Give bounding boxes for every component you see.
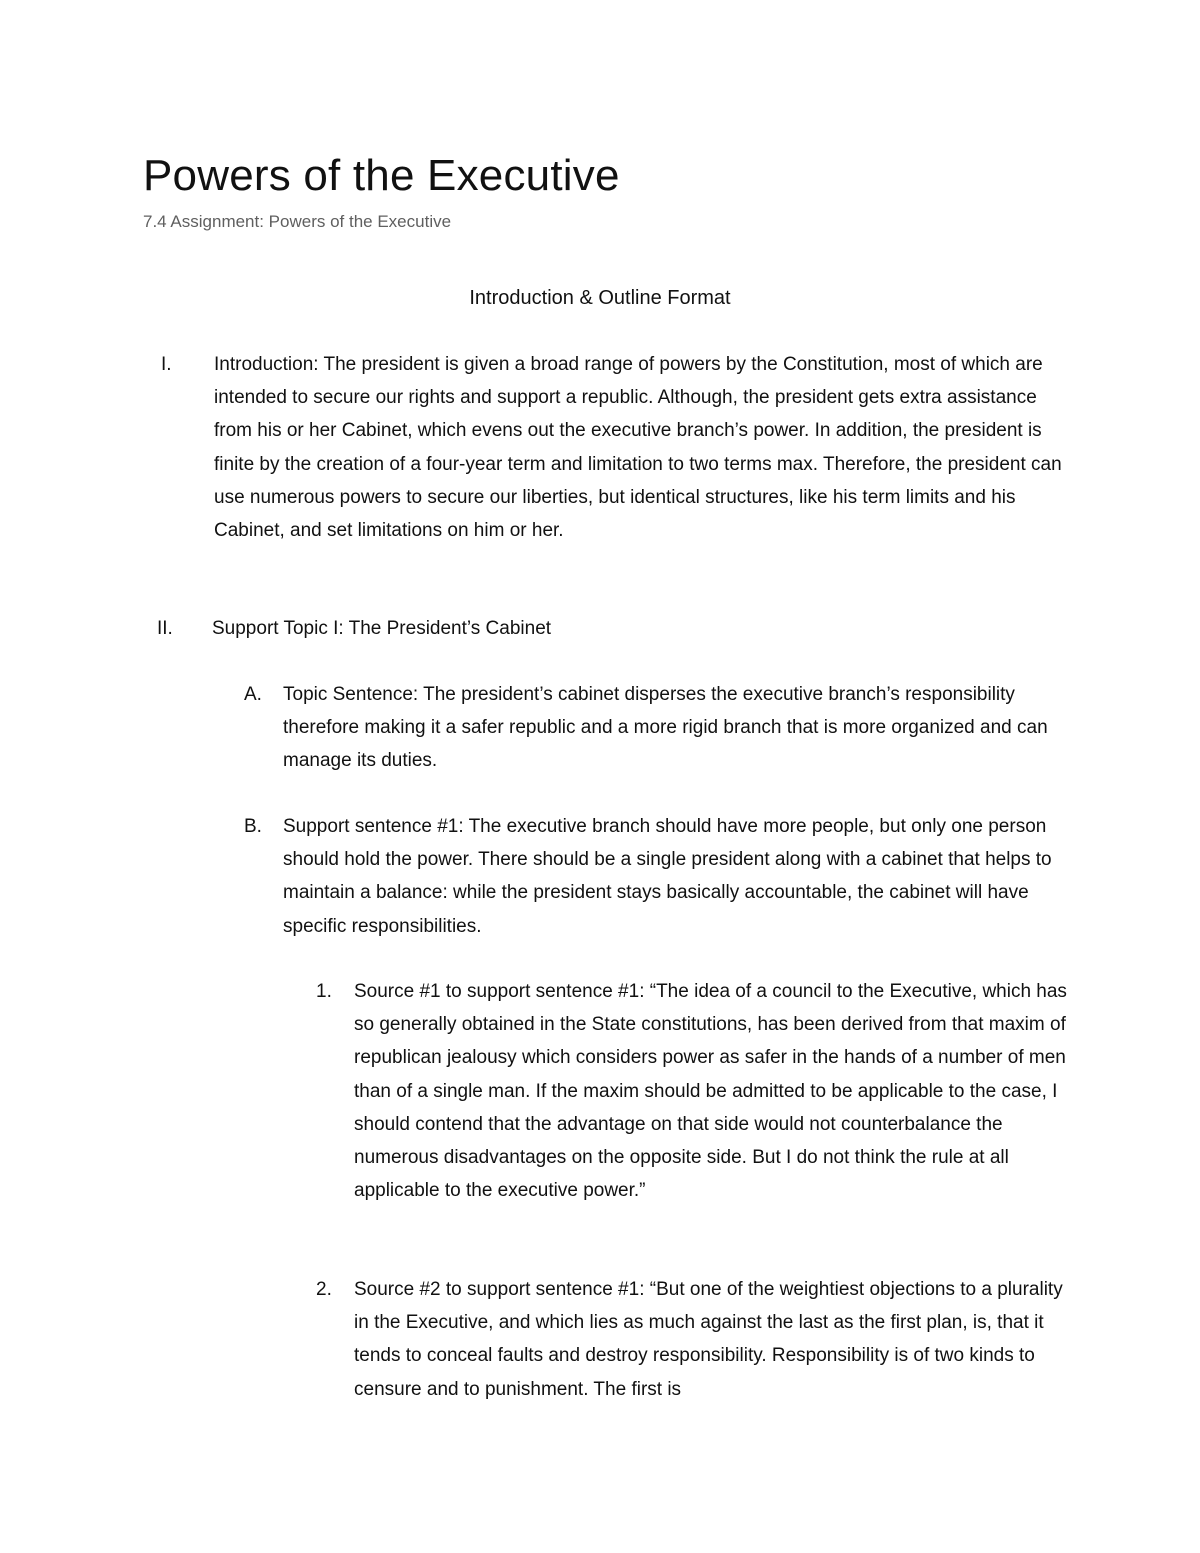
outline-marker-ii: II. bbox=[157, 618, 173, 639]
outline-marker-i: I. bbox=[161, 354, 172, 375]
section-heading: Introduction & Outline Format bbox=[469, 287, 731, 309]
document-subtitle: 7.4 Assignment: Powers of the Executive bbox=[143, 212, 452, 231]
support-sentence-1: Support sentence #1: The executive branch should have more people, but only one person should hold the power. There should be a single president along with a cabinet that helps to maintain a balance: while the president stays basically accountable, the cabinet will have specific responsibilities. bbox=[283, 816, 1052, 937]
outline-marker-1: 1. bbox=[316, 981, 332, 1002]
source-1-quote: Source #1 to support sentence #1: “The idea of a council to the Executive, which has so generally obtained in the State constitutions, has been derived from that maxim of republican jealousy which considers power as safer in the hands of a number of men than of a single man. If the maxim should be admitted to be applicable to the case, I should contend that the advantage on that side would not counterbalance the numerous disadvantages on the opposite side. But I do not think the rule at all applicable to the executive power.” bbox=[354, 981, 1067, 1202]
topic-sentence: Topic Sentence: The president’s cabinet disperses the executive branch’s responsibility therefore making it a safer republic and a more rigid branch that is more organized and can manage its duties. bbox=[283, 684, 1048, 772]
outline-marker-a: A. bbox=[244, 684, 262, 705]
outline-marker-b: B. bbox=[244, 816, 262, 837]
support-topic-heading: Support Topic I: The President’s Cabinet bbox=[212, 618, 552, 639]
source-2-quote: Source #2 to support sentence #1: “But one of the weightiest objections to a plurality in the Executive, and which lies as much against the last as the first plan, is, that it tends to conceal faults and destroy responsibility. Responsibility is of two kinds to censure and to punishment. The first is bbox=[354, 1279, 1063, 1400]
document-title: Powers of the Executive bbox=[143, 151, 620, 200]
introduction-paragraph: Introduction: The president is given a broad range of powers by the Constitution, most of which are intended to secure our rights and support a republic. Although, the president gets extra assistance from his or her Cabinet, which evens out the executive branch’s power. In addition, the president is finite by the creation of a four-year term and limitation to two terms max. Therefore, the president can use numerous powers to secure our liberties, but identical structures, like his term limits and his Cabinet, and set limitations on him or her. bbox=[214, 354, 1062, 542]
outline-marker-2: 2. bbox=[316, 1279, 332, 1300]
